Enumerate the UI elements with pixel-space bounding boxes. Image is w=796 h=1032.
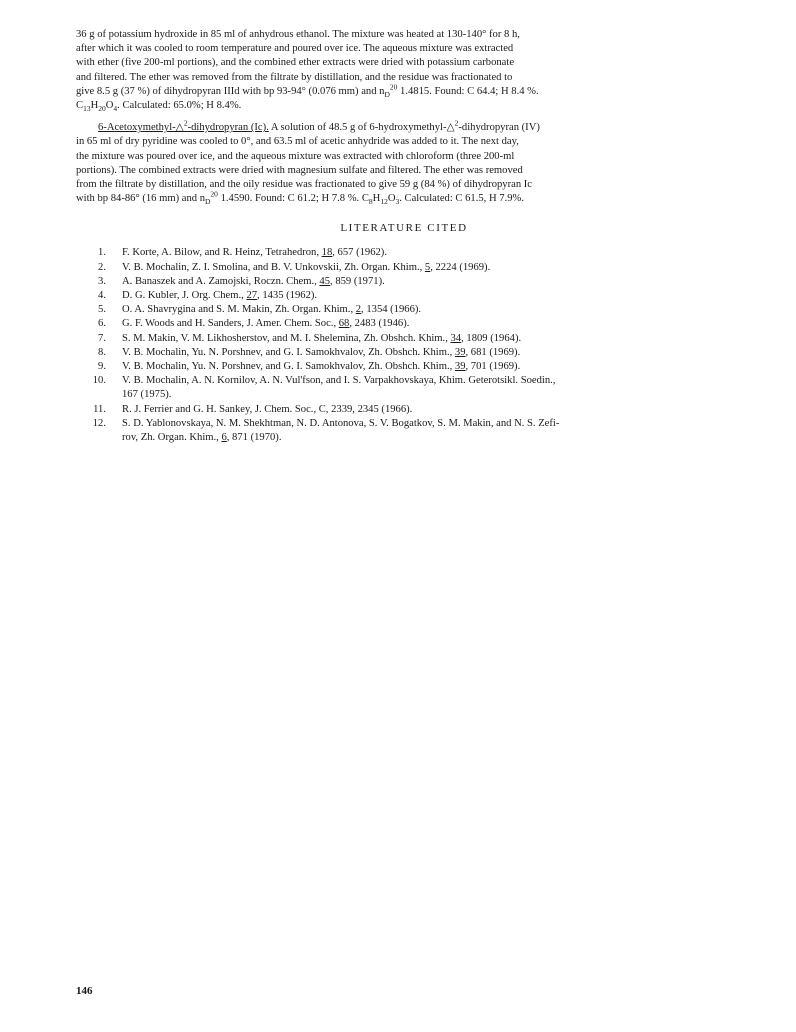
reference-volume: 6 <box>221 432 227 444</box>
reference-number: 12. <box>92 417 106 429</box>
formula-part: O <box>387 193 396 205</box>
text-line <box>76 82 732 99</box>
superscript: 20 <box>389 82 398 92</box>
reference-item <box>76 417 732 431</box>
text-line: portions). The combined extracts were dried with magnesium sulfate and filtered. The ether was removed <box>76 164 523 176</box>
reference-citation: O. A. Shavrygina and S. M. Makin, Zh. Organ. Khim., <box>122 304 356 316</box>
reference-item <box>76 374 732 388</box>
reference-item <box>76 303 732 317</box>
text-line: with ether (five 200-ml portions), and the combined ether extracts were dried with potassium carbonate <box>76 57 515 69</box>
reference-text <box>106 303 421 317</box>
reference-number: 4. <box>98 290 106 302</box>
reference-item <box>76 332 732 346</box>
text-run: . Calculated: C 61.5, H 7.9%. <box>399 193 524 205</box>
subscript: 20 <box>98 104 106 114</box>
text-line: and filtered. The ether was removed from the filtrate by distillation, and the residue was fractionated to <box>76 71 513 83</box>
reference-pages: , 859 (1971). <box>330 275 385 287</box>
text-run: with bp 84-86° (16 mm) and n <box>76 193 205 205</box>
reference-continuation <box>76 431 732 445</box>
reference-citation: V. B. Mochalin, Yu. N. Porshnev, and G. I. Samokhvalov, Zh. Obshch. Khim., <box>122 361 455 373</box>
reference-pages: , 2483 (1946). <box>349 318 410 330</box>
reference-item <box>76 246 732 260</box>
superscript: 20 <box>210 189 218 199</box>
experimental-paragraph-2 <box>76 118 732 207</box>
reference-text <box>106 289 317 303</box>
subscript: D <box>384 89 390 99</box>
page-number: 146 <box>76 985 93 997</box>
reference-volume: 5 <box>424 261 431 273</box>
superscript: 2 <box>454 118 459 128</box>
formula-part: H <box>372 193 381 205</box>
compound-title <box>98 118 269 134</box>
text-line: from the filtrate by distillation, and the oily residue was fractionated to give 59 g (84 %) of dihydropyran Ic <box>76 179 532 191</box>
reference-number: 3. <box>98 275 106 287</box>
subscript: 13 <box>83 104 91 114</box>
text-run: 6-Acetoxymethyl-△ <box>98 122 184 134</box>
text-run: -dihydropyran (IV) <box>458 122 540 134</box>
reference-volume: 34 <box>450 332 462 344</box>
text-line: after which it was cooled to room temperature and poured over ice. The aqueous mixture was extracted <box>76 43 514 55</box>
experimental-paragraph-1 <box>76 28 732 113</box>
formula-part: H <box>90 100 99 112</box>
text-line <box>76 118 732 135</box>
text-run: 1.4590. Found: C 61.2; H 7.8 %. C <box>217 193 369 205</box>
reference-pages: , 871 (1970). <box>226 432 282 444</box>
text-run: give 8.5 g (37 %) of dihydropyran IIId with bp 93-94° (0.076 mm) and n <box>76 85 385 97</box>
superscript: 2 <box>183 118 188 128</box>
reference-pages: , 1809 (1964). <box>461 332 522 344</box>
reference-citation: rov, Zh. Organ. Khim., <box>122 432 222 444</box>
reference-item <box>76 261 732 275</box>
reference-volume: 68 <box>338 318 350 330</box>
reference-item <box>76 317 732 331</box>
reference-number: 10. <box>92 375 106 387</box>
reference-volume: 39 <box>454 346 466 358</box>
text-line: 36 g of potassium hydroxide in 85 ml of anhydrous ethanol. The mixture was heated at 130-140° for 8 h, <box>76 29 520 40</box>
reference-volume: 27 <box>246 290 258 302</box>
reference-number: 11. <box>93 403 106 415</box>
reference-volume: 39 <box>454 361 466 373</box>
reference-text <box>106 275 385 289</box>
reference-volume: 2 <box>355 304 362 316</box>
reference-item <box>76 360 732 374</box>
reference-number: 2. <box>98 261 106 273</box>
formula-part: O <box>105 100 114 112</box>
subscript: 4 <box>113 104 118 114</box>
literature-cited-heading: LITERATURE CITED <box>340 222 468 235</box>
page-body <box>76 28 732 445</box>
reference-pages: , 1354 (1966). <box>361 304 422 316</box>
reference-pages: , 657 (1962). <box>332 247 387 259</box>
text-line: in 65 ml of dry pyridine was cooled to 0°, and 63.5 ml of acetic anhydride was added to it. The next day, <box>76 136 519 148</box>
reference-text: R. J. Ferrier and G. H. Sankey, J. Chem. Soc., C, 2339, 2345 (1966). <box>122 403 413 415</box>
reference-volume: 18 <box>321 247 333 259</box>
text-run: 1.4815. Found: C 64.4; H 8.4 %. <box>397 85 539 97</box>
reference-citation: F. Korte, A. Bilow, and R. Heinz, Tetrahedron, <box>122 247 322 259</box>
subscript: 12 <box>380 197 388 207</box>
reference-citation: G. F. Woods and H. Sanders, J. Amer. Chem. Soc., <box>122 318 339 330</box>
text-line: the mixture was poured over ice, and the aqueous mixture was extracted with chloroform (three 200-ml <box>76 150 515 162</box>
reference-citation: V. B. Mochalin, Yu. N. Porshnev, and G. I. Samokhvalov, Zh. Obshch. Khim., <box>122 346 455 358</box>
formula-part: C <box>76 100 84 112</box>
reference-item <box>76 346 732 360</box>
reference-citation: D. G. Kubler, J. Org. Chem., <box>122 290 247 302</box>
text-line <box>76 99 732 113</box>
subscript: 3 <box>395 197 400 207</box>
reference-list <box>76 246 732 445</box>
reference-number: 7. <box>98 332 106 344</box>
reference-text: V. B. Mochalin, A. N. Kornilov, A. N. Vul'fson, and I. S. Varpakhovskaya, Khim. Geterotsikl. Soedin., <box>122 375 556 387</box>
reference-item <box>76 403 732 417</box>
reference-text: S. D. Yablonovskaya, N. M. Shekhtman, N. D. Antonova, S. V. Bogatkov, S. M. Makin, and N. S. Zefi- <box>122 417 560 429</box>
reference-number: 1. <box>98 247 106 259</box>
reference-pages: , 1435 (1962). <box>257 290 318 302</box>
reference-citation: A. Banaszek and A. Zamojski, Roczn. Chem., <box>122 275 320 287</box>
reference-continuation: 167 (1975). <box>122 389 172 401</box>
reference-item <box>76 289 732 303</box>
reference-pages: , 681 (1969). <box>465 346 521 358</box>
reference-text <box>106 360 520 374</box>
text-line <box>76 189 732 207</box>
reference-text <box>106 246 387 260</box>
reference-pages: , 701 (1969). <box>465 361 521 373</box>
reference-number: 6. <box>98 318 106 330</box>
reference-pages: , 2224 (1969). <box>430 261 491 273</box>
reference-text <box>106 261 490 275</box>
text-run: . Calculated: 65.0%; H 8.4%. <box>117 100 242 112</box>
reference-text <box>106 346 520 360</box>
reference-text <box>106 317 409 331</box>
reference-number: 5. <box>98 304 106 316</box>
subscript: D <box>205 197 211 207</box>
subscript: 8 <box>368 197 373 207</box>
reference-number: 9. <box>98 361 106 373</box>
reference-item <box>76 275 732 289</box>
text-run: A solution of 48.5 g of 6-hydroxymethyl-△ <box>268 122 455 134</box>
reference-citation: S. M. Makin, V. M. Likhosherstov, and M. I. Shelemina, Zh. Obshch. Khim., <box>122 332 451 344</box>
reference-citation: V. B. Mochalin, Z. I. Smolina, and B. V. Unkovskii, Zh. Organ. Khim., <box>122 261 425 273</box>
reference-text <box>106 332 521 346</box>
reference-volume: 45 <box>319 275 331 287</box>
reference-number: 8. <box>98 346 106 358</box>
text-run: -dihydropyran (Ic). <box>187 122 269 134</box>
